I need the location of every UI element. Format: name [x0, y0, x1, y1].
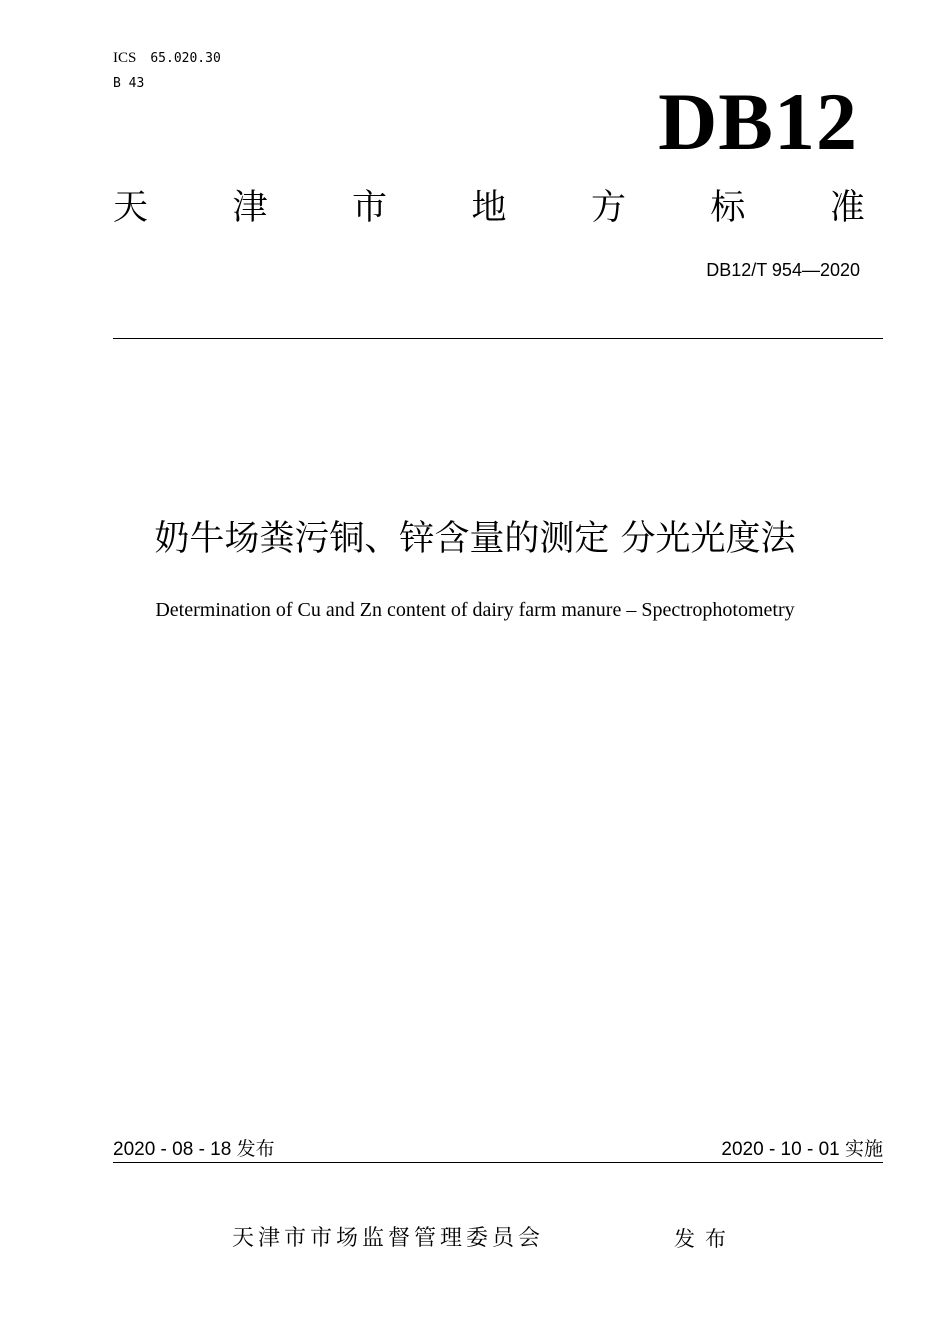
ccs-code: B 43	[113, 76, 145, 91]
document-title-english: Determination of Cu and Zn content of dairy farm manure – Spectrophotometry	[155, 599, 795, 621]
ics-label: ICS	[113, 50, 137, 66]
ics-line	[113, 49, 221, 68]
standard-logo: DB12	[658, 76, 858, 167]
implementation-date: 2020 - 10 - 01 实施	[721, 1139, 883, 1160]
standard-type	[113, 186, 865, 230]
document-title-chinese: 奶牛场粪污铜、锌含量的测定 分光光度法	[154, 519, 796, 559]
standard-type-char: 天	[113, 188, 149, 228]
standard-type-char: 津	[232, 188, 268, 228]
standard-type-char: 地	[471, 188, 507, 228]
issue-date: 2020 - 08 - 18 发布	[113, 1139, 275, 1160]
publisher-name: 天津市市场监督管理委员会	[232, 1226, 545, 1251]
standard-type-char: 市	[351, 188, 387, 228]
publish-label: 发布	[674, 1227, 736, 1251]
bottom-divider	[113, 1162, 883, 1163]
standard-type-char: 准	[829, 188, 865, 228]
standard-type-char: 标	[710, 188, 746, 228]
standard-type-char: 方	[590, 188, 626, 228]
ics-code: 65.020.30	[150, 51, 221, 66]
standard-number: DB12/T 954—2020	[706, 260, 860, 280]
top-divider	[113, 338, 883, 339]
